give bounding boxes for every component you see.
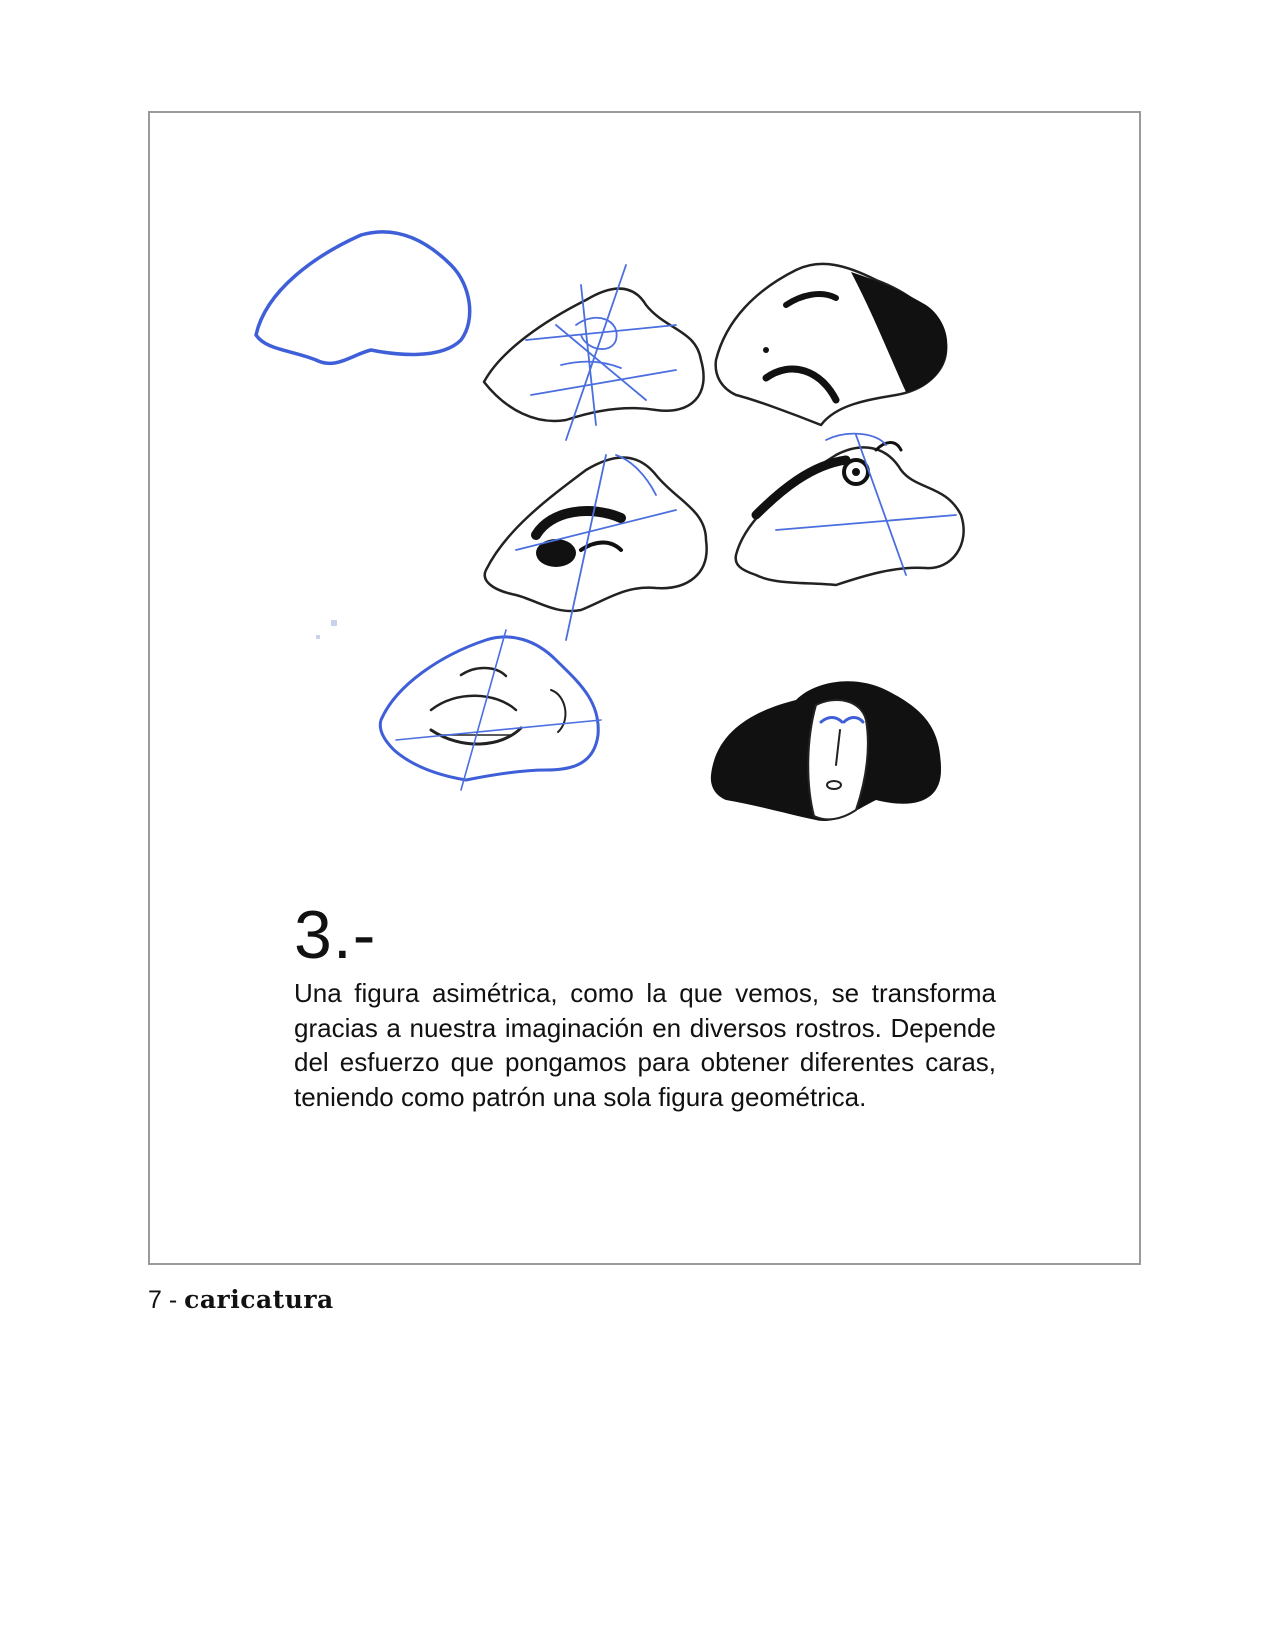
footer-separator: - <box>168 1286 178 1314</box>
base-shape-drawing <box>256 232 470 363</box>
stray-marks <box>316 620 337 639</box>
smiling-face-drawing <box>380 630 601 790</box>
big-eye-face-drawing <box>485 455 707 640</box>
caricature-sketches-illustration <box>236 210 996 870</box>
step-number: 3.- <box>294 897 377 973</box>
profile-face-drawing <box>716 264 948 425</box>
eyebrow-face-drawing <box>736 434 964 585</box>
construction-sketch-drawing <box>484 265 704 440</box>
step-description: Una figura asimétrica, como la que vemos, se transforma gracias a nuestra imaginación en diversos rostros. Depende del esfuerzo que pongamos para obtener diferentes caras, teniendo como patrón una sola figura geométrica. <box>294 978 996 1112</box>
long-hair-face-drawing <box>711 681 941 821</box>
publication-title: caricatura <box>184 1285 334 1314</box>
page-number: 7 <box>148 1286 162 1314</box>
page-footer <box>148 1285 334 1315</box>
